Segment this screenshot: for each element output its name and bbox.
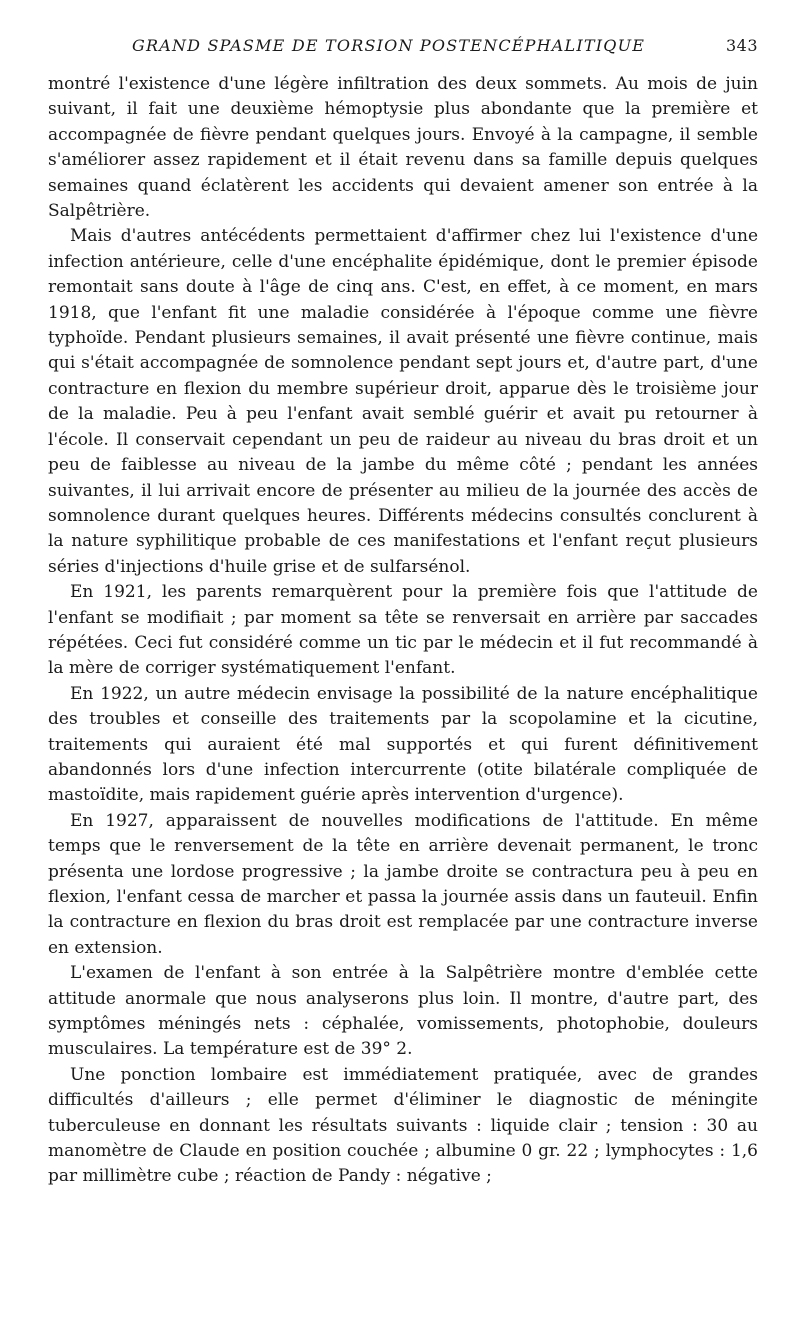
body-text xyxy=(48,72,758,1190)
paragraph: montré l'existence d'une légère infiltration des deux sommets. Au mois de juin suivant, il fait une deuxième hémoptysie plus abondante que la première et accompagnée de fièvre pendant quelques jours. Envoyé à la campagne, il semble s'améliorer assez rapidement et il était revenu dans sa famille depuis quelques semaines quand éclatèrent les accidents qui devaient amener son entrée à la Salpêtrière. xyxy=(48,74,758,222)
running-title: GRAND SPASME DE TORSION POSTENCÉPHALITIQUE xyxy=(132,36,646,55)
running-header xyxy=(48,36,758,62)
page-number: 343 xyxy=(725,36,758,55)
paragraph: En 1921, les parents remarquèrent pour la première fois que l'attitude de l'enfant se modifiait ; par moment sa tête se renversait en arrière par saccades répétées. Ceci fut considéré comme un tic par le médecin et il fut recommandé à la mère de corriger systématiquement l'enfant. xyxy=(48,582,758,679)
paragraph: L'examen de l'enfant à son entrée à la Salpêtrière montre d'emblée cette attitude anormale que nous analyserons plus loin. Il montre, d'autre part, des symptômes méningés nets : céphalée, vomissements, photophobie, douleurs musculaires. La température est de 39° 2. xyxy=(48,963,758,1060)
paragraph: En 1922, un autre médecin envisage la possibilité de la nature encéphalitique des troubles et conseille des traitements par la scopolamine et la cicutine, traitements qui auraient été mal supportés et qui furent définitivement abandonnés lors d'une infection intercurrente (otite bilatérale compliquée de mastoïdite, mais rapidement guérie après intervention d'urgence). xyxy=(48,683,758,806)
document-page xyxy=(48,36,758,1190)
paragraph: Mais d'autres antécédents permettaient d'affirmer chez lui l'existence d'une infection antérieure, celle d'une encéphalite épidémique, dont le premier épisode remontait sans doute à l'âge de cinq ans. C'est, en effet, à ce moment, en mars 1918, que l'enfant fit une maladie considérée à l'époque comme une fièvre typhoïde. Pendant plusieurs semaines, il avait présenté une fièvre continue, mais qui s'était accompagnée de somnolence pendant sept jours et, d'autre part, d'une contracture en flexion du membre supérieur droit, apparue dès le troisième jour de la maladie. Peu à peu l'enfant avait semblé guérir et avait pu retourner à l'école. Il conservait cependant un peu de raideur au niveau du bras droit et un peu de faiblesse au niveau de la jambe du même côté ; pendant les années suivantes, il lui arrivait encore de présenter au milieu de la journée des accès de somnolence durant quelques heures. Différents médecins consultés conclurent à la nature syphilitique probable de ces manifestations et l'enfant reçut plusieurs séries d'injections d'huile grise et de sulfarsénol. xyxy=(48,226,758,577)
paragraph: En 1927, apparaissent de nouvelles modifications de l'attitude. En même temps que le renversement de la tête en arrière devenait permanent, le tronc présenta une lordose progressive ; la jambe droite se contractura peu à peu en flexion, l'enfant cessa de marcher et passa la journée assis dans un fauteuil. Enfin la contracture en flexion du bras droit est remplacée par une contracture inverse en extension. xyxy=(48,810,758,958)
paragraph: Une ponction lombaire est immédiatement pratiquée, avec de grandes difficultés d'ailleurs ; elle permet d'éliminer le diagnostic de méningite tuberculeuse en donnant les résultats suivants : liquide clair ; tension : 30 au manomètre de Claude en position couchée ; albumine 0 gr. 22 ; lymphocytes : 1,6 par millimètre cube ; réaction de Pandy : négative ; xyxy=(48,1064,758,1187)
